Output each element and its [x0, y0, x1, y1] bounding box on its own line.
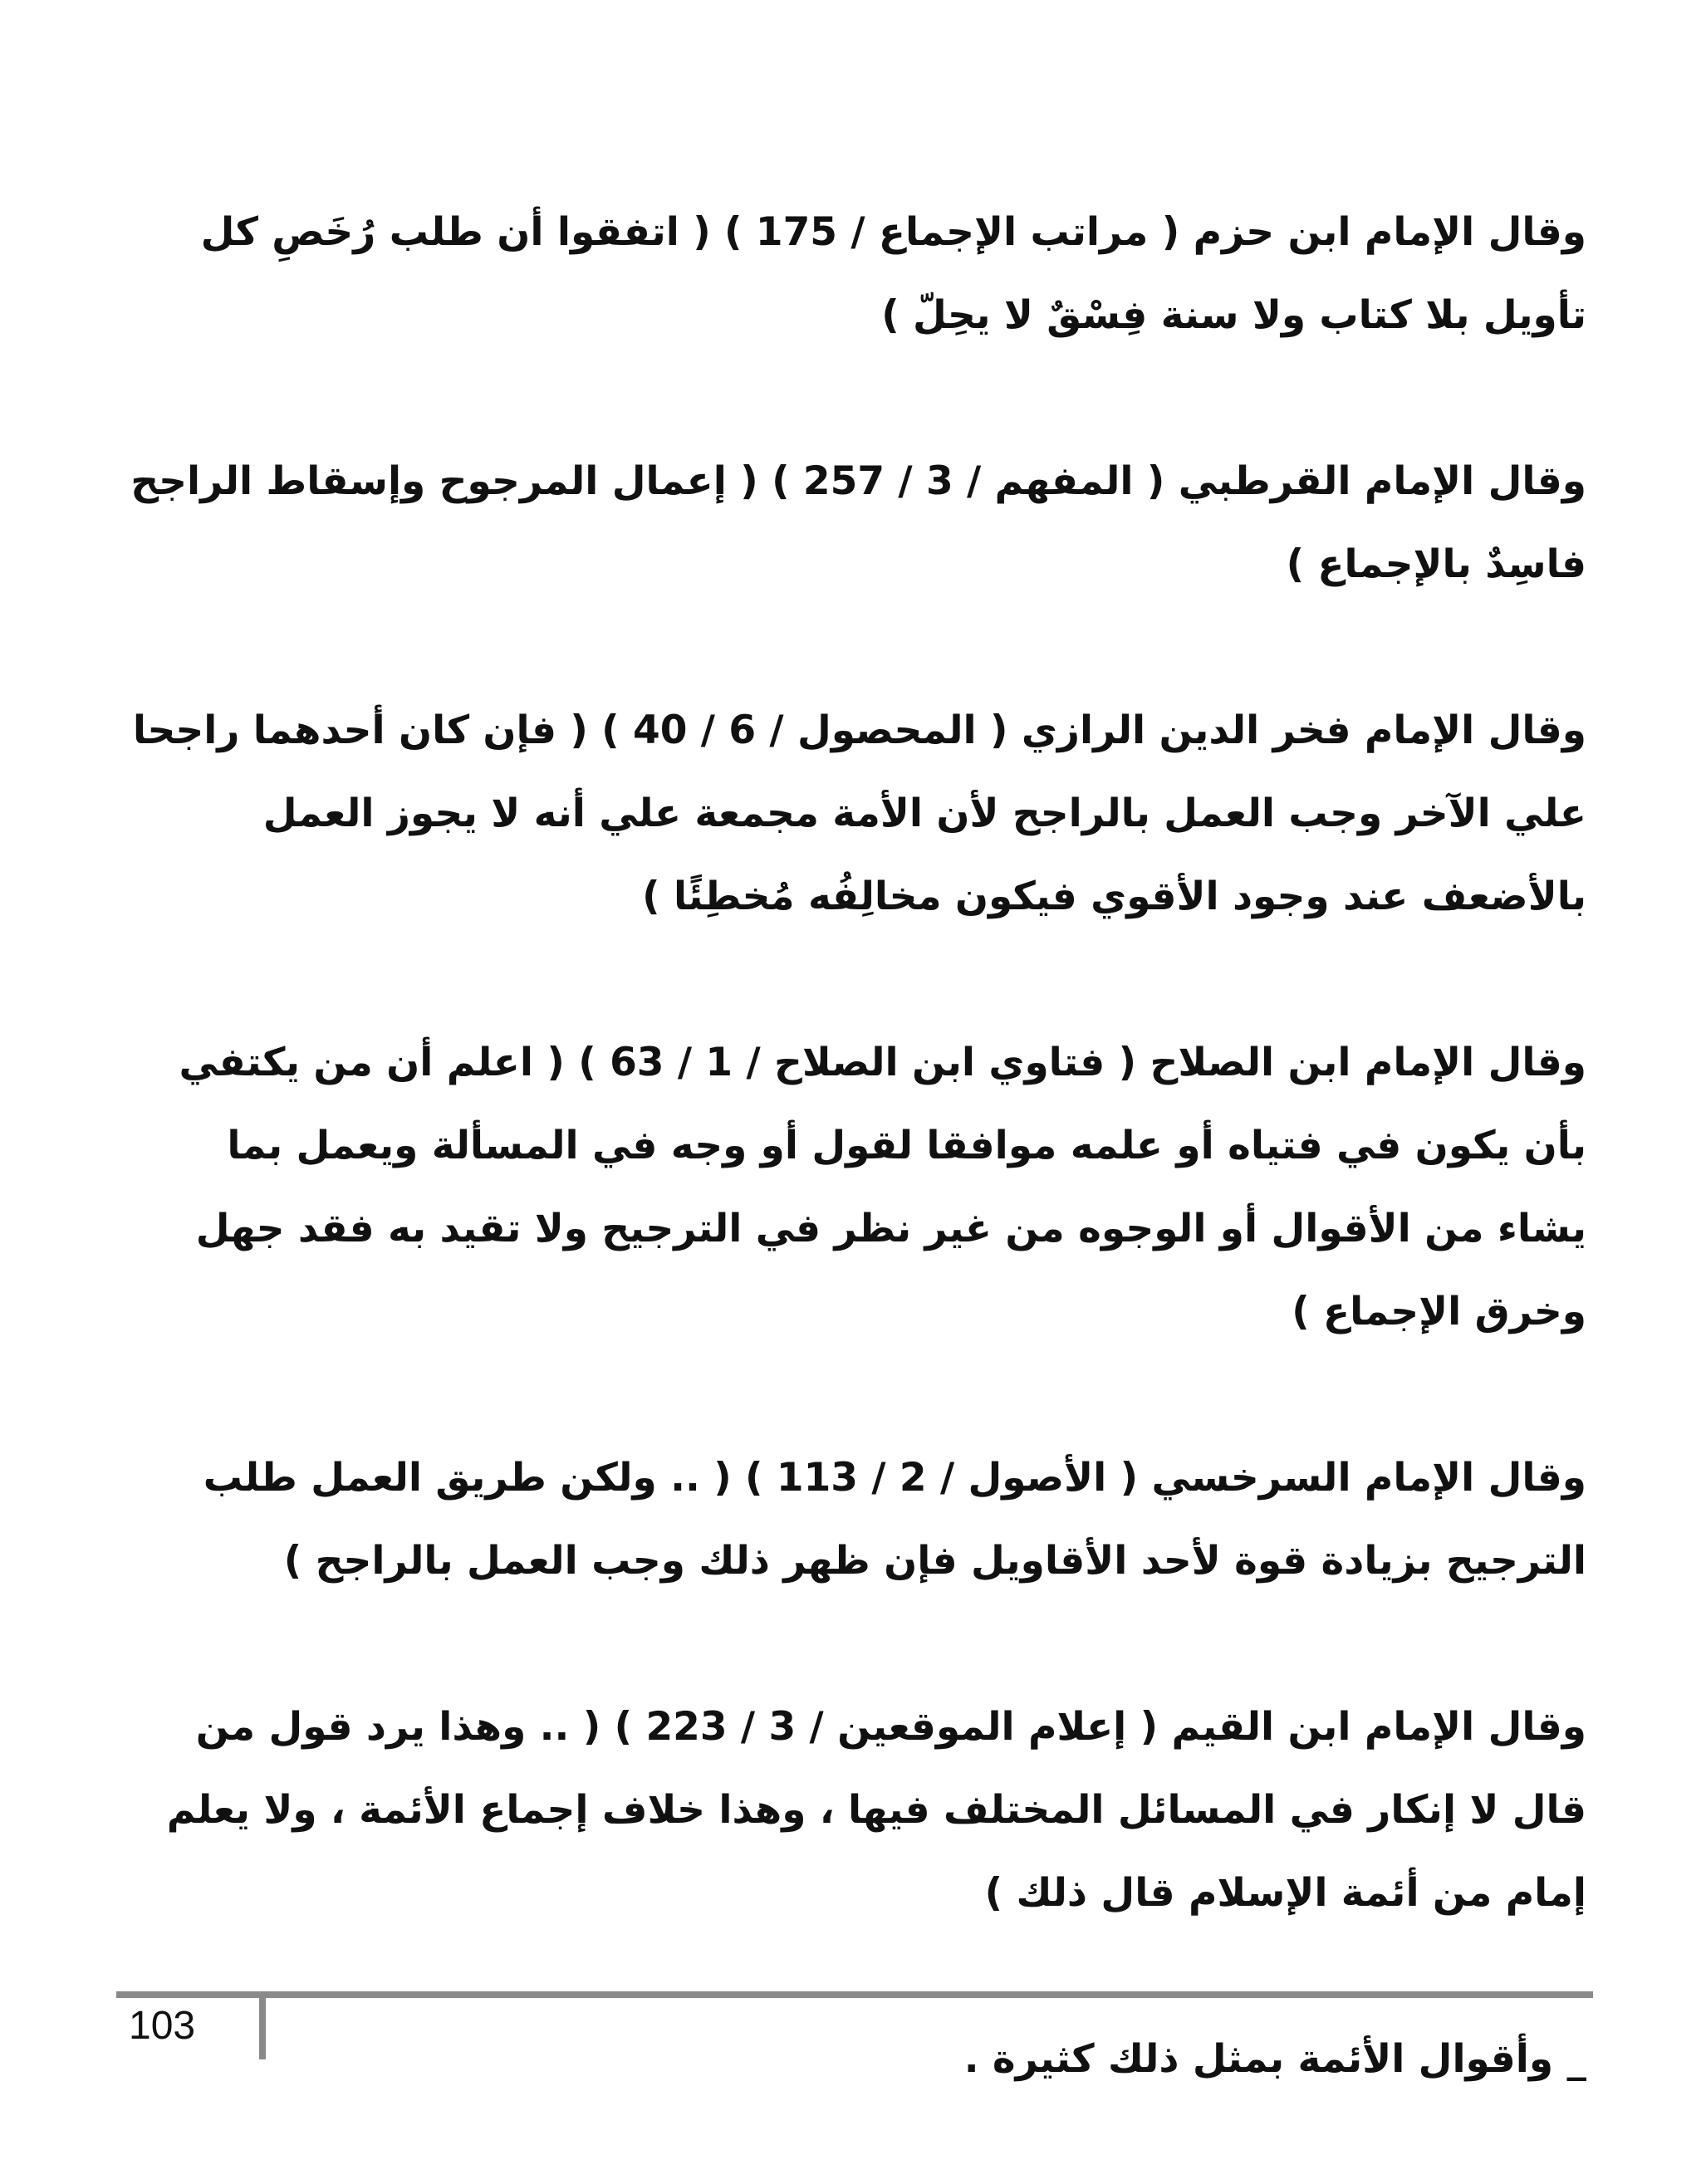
- page-number: 103: [129, 2004, 196, 2048]
- closing-remark: _ وأقوال الأئمة بمثل ذلك كثيرة .: [963, 2036, 1586, 2082]
- footer-divider: [116, 1991, 1593, 1998]
- quote-ibn-salah: وقال الإمام ابن الصلاح ( فتاوي ابن الصلاح / 1 / 63 ) ( اعلم أن من يكتفي بأن يكون في فتياه أو علمه موافقا لقول أو وجه في المسألة ويعمل بما يشاء من الأقوال أو الوجوه من غير نظر في الترجيح ولا تقيد به فقد جهل وخرق الإجماع ): [179, 1040, 1586, 1334]
- quote-ibn-qayyim: وقال الإمام ابن القيم ( إعلام الموقعين / 3 / 223 ) ( .. وهذا يرد قول من قال لا إنكار في المسائل المختلف فيها ، وهذا خلاف إجماع الأئمة ، ولا يعلم إمام من أئمة الإسلام قال ذلك ): [166, 1704, 1586, 1916]
- page-body: [125, 191, 1586, 2184]
- quote-sarakhsi: وقال الإمام السرخسي ( الأصول / 2 / 113 ) ( .. ولكن طريق العمل طلب الترجيح بزيادة قوة لأحد الأقاويل فإن ظهر ذلك وجب العمل بالراجح ): [203, 1455, 1586, 1584]
- footer-vertical-divider: [259, 1991, 266, 2059]
- quote-ibn-hazm: وقال الإمام ابن حزم ( مراتب الإجماع / 175 ) ( اتفقوا أن طلب رُخَصِ كل تأويل بلا كتاب ولا سنة فِسْقٌ لا يحِلّ ): [200, 209, 1586, 338]
- quote-qurtubi: وقال الإمام القرطبي ( المفهم / 3 / 257 ) ( إعمال المرجوح وإسقاط الراجح فاسِدٌ بالإجماع ): [130, 458, 1586, 587]
- quote-razi: وقال الإمام فخر الدين الرازي ( المحصول / 6 / 40 ) ( فإن كان أحدهما راجحا علي الآخر وجب العمل بالراجح لأن الأمة مجمعة علي أنه لا يجوز العمل بالأضعف عند وجود الأقوي فيكون مخالِفُه مُخطِئًا ): [132, 708, 1586, 919]
